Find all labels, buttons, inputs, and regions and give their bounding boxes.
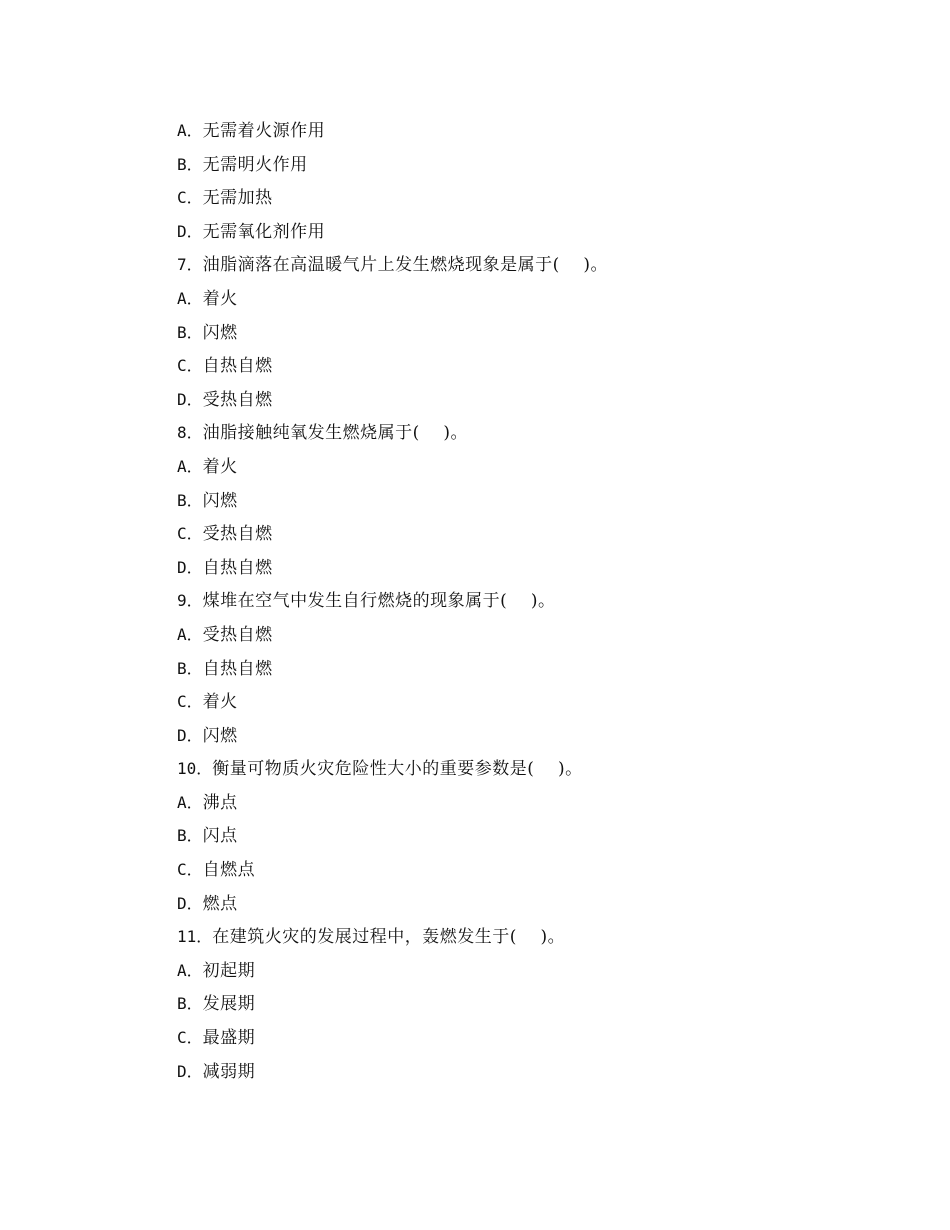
option-text: 沸点 <box>202 792 238 813</box>
option-line <box>177 1058 817 1092</box>
option-text: 无需明火作用 <box>202 154 308 175</box>
option-text: 无需氧化剂作用 <box>202 221 326 242</box>
option-letter: B． <box>177 994 203 1014</box>
option-letter: A． <box>177 121 203 140</box>
option-text: 受热自燃 <box>202 524 273 545</box>
option-text: 受热自燃 <box>202 624 273 645</box>
option-line <box>177 722 817 756</box>
option-line <box>177 554 817 588</box>
question-text: 油脂滴落在高温暖气片上发生燃烧现象是属于( )。 <box>202 255 609 276</box>
option-line <box>177 1024 817 1058</box>
option-letter: A． <box>177 288 203 308</box>
option-line <box>177 990 817 1024</box>
option-text: 闪燃 <box>202 725 238 746</box>
option-line <box>177 352 817 386</box>
option-text: 自燃点 <box>202 860 256 881</box>
option-text: 着火 <box>202 456 238 477</box>
option-text: 无需加热 <box>202 188 273 209</box>
option-text: 自热自燃 <box>202 658 273 679</box>
option-line <box>177 688 817 722</box>
option-text: 着火 <box>202 692 238 713</box>
option-line <box>177 655 817 689</box>
option-letter: B． <box>177 490 203 510</box>
option-line <box>177 487 817 521</box>
option-letter: B． <box>177 154 203 174</box>
option-letter: D． <box>177 557 203 577</box>
option-line <box>177 184 817 218</box>
option-line <box>177 386 817 420</box>
option-letter: B． <box>177 322 203 342</box>
question-number: 9． <box>177 591 203 611</box>
option-letter: B． <box>177 826 203 846</box>
question-number: 11． <box>177 927 213 947</box>
option-line <box>177 789 817 823</box>
option-letter: D． <box>177 389 203 409</box>
option-text: 初起期 <box>202 960 256 981</box>
question-line <box>177 587 817 621</box>
question-text: 在建筑火灾的发展过程中，轰燃发生于( )。 <box>212 927 566 948</box>
question-text: 油脂接触纯氧发生燃烧属于( )。 <box>202 423 469 444</box>
option-text: 受热自燃 <box>202 389 273 410</box>
option-text: 发展期 <box>202 994 256 1015</box>
question-line <box>177 419 817 453</box>
option-text: 减弱期 <box>202 1061 256 1082</box>
option-line <box>177 520 817 554</box>
option-text: 无需着火源作用 <box>202 121 326 141</box>
option-text: 闪点 <box>202 826 238 847</box>
option-text: 闪燃 <box>202 490 238 511</box>
option-text: 着火 <box>202 288 238 309</box>
option-letter: C． <box>177 524 203 544</box>
option-line <box>177 822 817 856</box>
option-letter: A． <box>177 456 203 476</box>
option-line <box>177 319 817 353</box>
option-letter: D． <box>177 1061 203 1081</box>
question-number: 7． <box>177 255 203 275</box>
option-line <box>177 856 817 890</box>
option-letter: D． <box>177 893 203 913</box>
option-text: 最盛期 <box>202 1028 256 1049</box>
question-list <box>177 117 817 1091</box>
question-number: 10． <box>177 759 213 779</box>
option-letter: B． <box>177 658 203 678</box>
question-text: 衡量可物质火灾危险性大小的重要参数是( )。 <box>212 759 583 780</box>
question-line <box>177 251 817 285</box>
option-letter: C． <box>177 188 203 208</box>
option-text: 燃点 <box>202 893 238 914</box>
option-text: 自热自燃 <box>202 557 273 578</box>
question-line <box>177 923 817 957</box>
option-letter: C． <box>177 860 203 880</box>
option-letter: D． <box>177 725 203 745</box>
option-letter: A． <box>177 792 203 812</box>
option-line <box>177 957 817 991</box>
option-letter: D． <box>177 221 203 241</box>
option-line <box>177 621 817 655</box>
question-number: 8． <box>177 423 203 443</box>
question-text: 煤堆在空气中发生自行燃烧的现象属于( )。 <box>202 591 556 612</box>
option-letter: A． <box>177 624 203 644</box>
option-text: 自热自燃 <box>202 356 273 377</box>
option-letter: A． <box>177 960 203 980</box>
option-line <box>177 453 817 487</box>
option-line <box>177 117 817 151</box>
option-letter: C． <box>177 1028 203 1048</box>
option-line <box>177 151 817 185</box>
option-letter: C． <box>177 692 203 712</box>
option-text: 闪燃 <box>202 322 238 343</box>
option-line <box>177 890 817 924</box>
question-line <box>177 755 817 789</box>
option-line <box>177 218 817 252</box>
option-line <box>177 285 817 319</box>
option-letter: C． <box>177 356 203 376</box>
